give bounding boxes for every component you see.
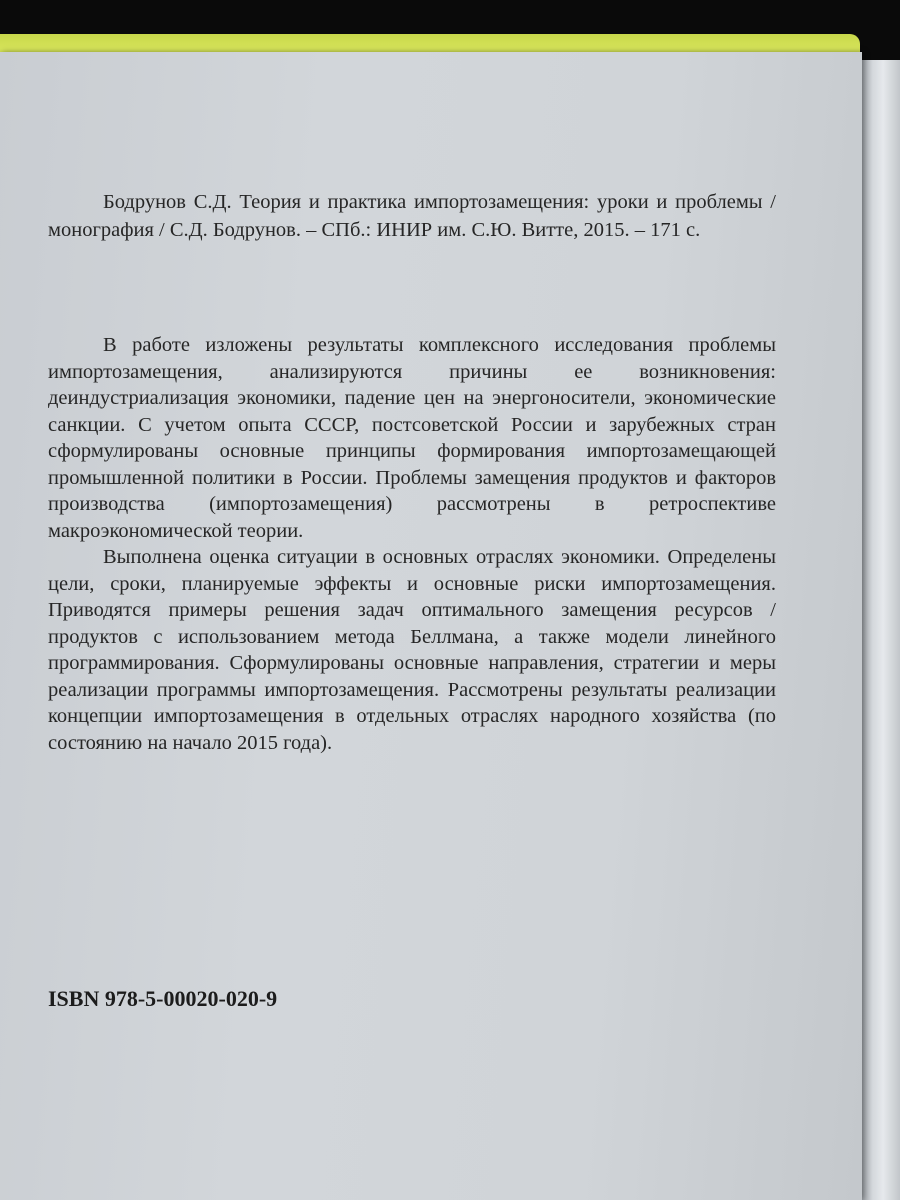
bibliographic-reference: Бодрунов С.Д. Теория и практика импортозамещения: уроки и проблемы / монография / С.Д. Бодрунов. – СПб.: ИНИР им. С.Ю. Витте, 2015. – 171 с. <box>48 191 776 241</box>
book-page <box>0 52 862 1200</box>
annotation-block <box>48 332 776 756</box>
isbn-line: ISBN 978-5-00020-020-9 <box>48 986 278 1011</box>
adjacent-page-edge <box>858 60 900 1200</box>
annotation-paragraph-1: В работе изложены результаты комплексного исследования проблемы импортозамещения, анализируются причины ее возникновения: деиндустриализация экономики, падение цен на энергоносители, экономические санкции. С учетом опыта СССР, постсоветской России и зарубежных стран сформулированы основные принципы формирования импортозамещающей промышленной политики в России. Проблемы замещения продуктов и факторов производства (импортозамещения) рассмотрены в ретроспективе макроэкономической теории. <box>48 334 776 542</box>
annotation-paragraph-2: Выполнена оценка ситуации в основных отраслях экономики. Определены цели, сроки, планируемые эффекты и основные риски импортозамещения. Приводятся примеры решения задач оптимального замещения ресурсов / продуктов с использованием метода Беллмана, а также модели линейного программирования. Сформулированы основные направления, стратегии и меры реализации программы импортозамещения. Рассмотрены результаты реализации концепции импортозамещения в отдельных отраслях народного хозяйства (по состоянию на начало 2015 года). <box>48 546 776 754</box>
